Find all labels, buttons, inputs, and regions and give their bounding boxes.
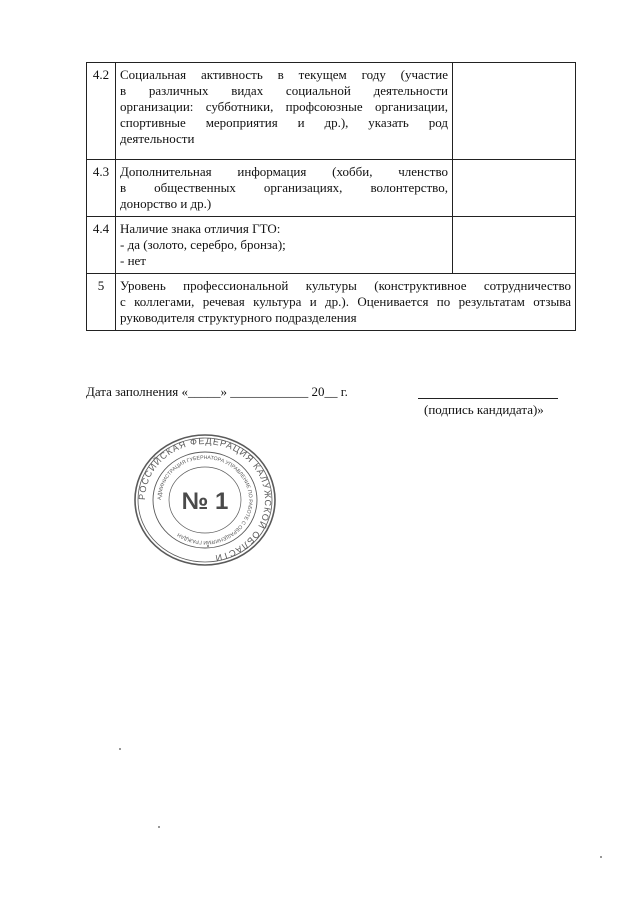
scan-speck <box>119 748 121 750</box>
text-line: - нет <box>120 253 146 268</box>
text-line: - да (золото, серебро, бронза); <box>120 237 286 252</box>
row-description <box>116 274 576 331</box>
scan-speck <box>600 856 602 858</box>
scan-speck <box>207 545 209 547</box>
signature-caption: (подпись кандидата)» <box>424 402 544 417</box>
text-line: Дополнительная информация (хобби, членство <box>120 164 448 179</box>
row-number: 4.2 <box>87 63 116 160</box>
row-description <box>116 217 453 274</box>
stamp-seal-icon <box>130 430 280 570</box>
text-line: Наличие знака отличия ГТО: <box>120 221 281 236</box>
evaluation-table <box>86 62 576 331</box>
table-row <box>87 217 576 274</box>
text-line: деятельности <box>120 131 195 146</box>
text-line: в различных видах социальной деятельности <box>120 83 448 98</box>
text-line: руководителя структурного подразделения <box>120 310 357 325</box>
text-line: Уровень профессиональной культуры (конструктивное сотрудничество <box>120 278 571 293</box>
row-number: 4.4 <box>87 217 116 274</box>
table-row <box>87 63 576 160</box>
text-line: в общественных организациях, волонтерство, <box>120 180 448 195</box>
score-cell[interactable] <box>453 63 576 160</box>
row-number: 4.3 <box>87 160 116 217</box>
text-line: Социальная активность в текущем году (участие <box>120 67 448 82</box>
row-description <box>116 160 453 217</box>
stamp-inner-text: АДМИНИСТРАЦИЯ ГУБЕРНАТОРА УПРАВЛЕНИЕ ПО РАБОТЕ С ОБРАЩЕНИЯМИ ГРАЖДАН <box>156 454 254 546</box>
text-line: организации: субботники, профсоюзные организации, <box>120 99 448 114</box>
score-cell[interactable] <box>453 160 576 217</box>
official-stamp <box>130 430 280 570</box>
stamp-number: № 1 <box>181 488 229 515</box>
scan-speck <box>158 826 160 828</box>
row-number: 5 <box>87 274 116 331</box>
table-row <box>87 160 576 217</box>
fill-date-line[interactable]: Дата заполнения «_____» ____________ 20__ г. <box>86 384 348 399</box>
text-line: спортивные мероприятия и др.), указать род <box>120 115 448 130</box>
row-description <box>116 63 453 160</box>
signature-line[interactable] <box>418 398 558 399</box>
stamp-outer-text: РОССИЙСКАЯ ФЕДЕРАЦИЯ КАЛУЖСКОЙ ОБЛАСТИ <box>136 435 274 564</box>
text-line: донорство и др.) <box>120 196 212 211</box>
text-line: с коллегами, речевая культура и др.). Оценивается по результатам отзыва <box>120 294 571 309</box>
score-cell[interactable] <box>453 217 576 274</box>
table-row <box>87 274 576 331</box>
